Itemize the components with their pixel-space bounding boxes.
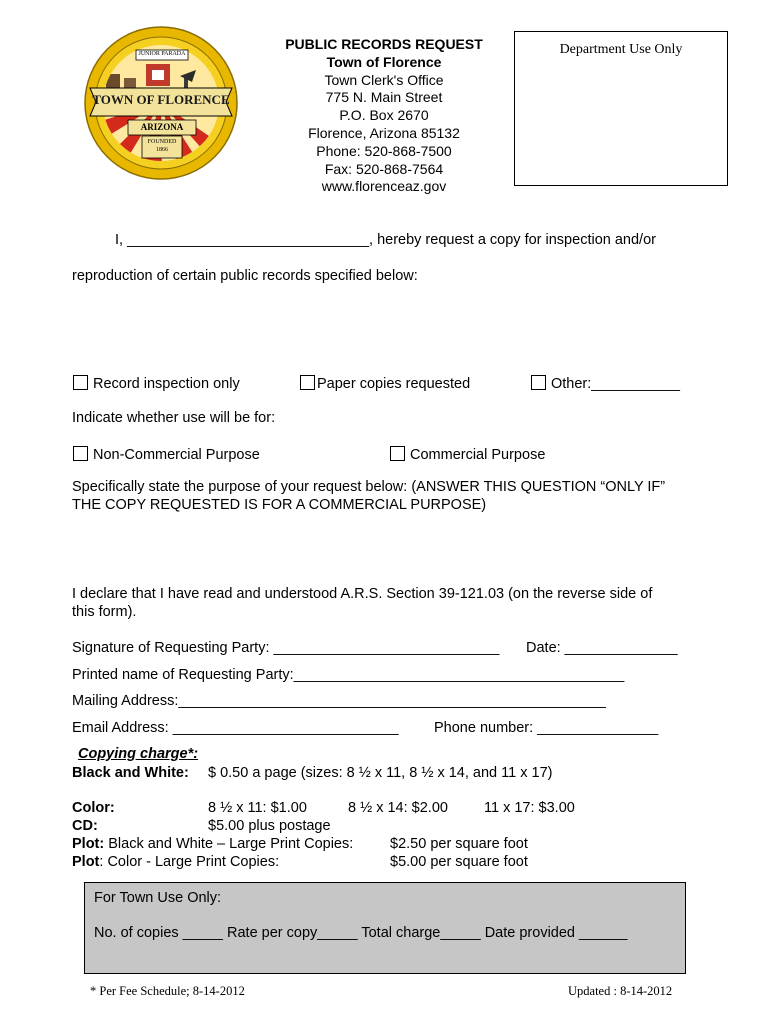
declaration-line-2: this form). — [72, 604, 137, 620]
record-inspection-label: Record inspection only — [93, 376, 240, 392]
signature-field[interactable]: Signature of Requesting Party: ____________________________ — [72, 640, 500, 656]
paper-copies-label: Paper copies requested — [317, 376, 471, 392]
seal-founded-text: FOUNDED 1866 — [147, 139, 177, 153]
cd-value: $5.00 plus postage — [208, 818, 331, 834]
use-prompt: Indicate whether use will be for: — [72, 410, 276, 426]
mailing-address-field[interactable]: Mailing Address:_____________________________________________________ — [72, 693, 606, 709]
footer-fee-schedule: * Per Fee Schedule; 8-14-2012 — [90, 984, 245, 998]
non-commercial-label: Non-Commercial Purpose — [93, 447, 260, 463]
color-price-2: 8 ½ x 14: $2.00 — [348, 800, 448, 816]
bw-value: $ 0.50 a page (sizes: 8 ½ x 11, 8 ½ x 14, and 11 x 17) — [208, 765, 553, 781]
town-use-title: For Town Use Only: — [94, 890, 222, 906]
plot-bw-label: Plot: — [72, 836, 105, 852]
commercial-label: Commercial Purpose — [410, 447, 546, 463]
seal-state-text: ARIZONA — [140, 122, 184, 132]
declaration-line-1: I declare that I have read and understood A.R.S. Section 39-121.03 (on the reverse side of — [72, 586, 653, 602]
option-commercial[interactable] — [390, 446, 545, 463]
option-paper-copies[interactable] — [300, 375, 470, 392]
fax-number: Fax: 520-868-7564 — [324, 160, 444, 177]
seal-top-sign: JUNIOR PARADA — [138, 51, 186, 57]
department-use-box — [514, 31, 728, 186]
color-price-3: 11 x 17: $3.00 — [484, 800, 575, 816]
bw-label: Black and White: — [72, 765, 189, 781]
non-commercial-checkbox[interactable] — [73, 446, 88, 461]
option-other[interactable] — [531, 375, 680, 392]
plot-bw-row — [72, 836, 353, 852]
color-price-1: 8 ½ x 11: $1.00 — [208, 800, 307, 816]
plot-color-value: $5.00 per square foot — [390, 854, 528, 870]
cd-label: CD: — [72, 818, 98, 834]
other-checkbox[interactable] — [531, 375, 546, 390]
town-name: Town of Florence — [326, 53, 442, 70]
record-inspection-checkbox[interactable] — [73, 375, 88, 390]
plot-color-label: Plot — [72, 854, 100, 870]
purpose-line-1: Specifically state the purpose of your request below: (ANSWER THIS QUESTION “ONLY IF” — [72, 479, 666, 495]
footer-updated: Updated : 8-14-2012 — [568, 984, 673, 998]
town-use-box — [84, 882, 686, 974]
po-box: P.O. Box 2670 — [339, 107, 429, 124]
plot-color-desc: : Color - Large Print Copies: — [99, 854, 280, 870]
other-label: Other:___________ — [551, 376, 680, 392]
commercial-checkbox[interactable] — [390, 446, 405, 461]
seal-ribbon-text: TOWN OF FLORENCE — [92, 92, 230, 107]
printed-name-field[interactable]: Printed name of Requesting Party:_________________________________________ — [72, 667, 625, 683]
paper-copies-checkbox[interactable] — [300, 375, 315, 390]
website[interactable]: www.florenceaz.gov — [321, 178, 447, 195]
town-use-fields[interactable]: No. of copies _____ Rate per copy_____ Total charge_____ Date provided ______ — [94, 925, 628, 941]
copying-charge-heading: Copying charge*: — [78, 746, 199, 762]
phone-number: Phone: 520-868-7500 — [316, 142, 452, 159]
city-state-zip: Florence, Arizona 85132 — [308, 124, 460, 141]
department-use-label: Department Use Only — [559, 42, 683, 57]
phone-field[interactable]: Phone number: _______________ — [434, 720, 659, 736]
purpose-line-2: THE COPY REQUESTED IS FOR A COMMERCIAL PURPOSE) — [72, 497, 487, 513]
office-name: Town Clerk's Office — [324, 71, 444, 88]
option-record-inspection[interactable] — [73, 375, 240, 392]
date-field[interactable]: Date: ______________ — [526, 640, 678, 656]
request-line-2: reproduction of certain public records specified below: — [72, 268, 418, 284]
form-title: PUBLIC RECORDS REQUEST — [285, 36, 483, 52]
color-label: Color: — [72, 800, 115, 816]
option-non-commercial[interactable] — [73, 446, 260, 463]
plot-color-row — [72, 854, 279, 870]
email-field[interactable]: Email Address: ____________________________ — [72, 720, 399, 736]
request-line-1[interactable]: I, ______________________________, hereby request a copy for inspection and/or — [115, 232, 656, 248]
plot-bw-desc: Black and White – Large Print Copies: — [104, 836, 354, 852]
town-seal-logo — [84, 26, 238, 180]
plot-bw-value: $2.50 per square foot — [390, 836, 528, 852]
street-address: 775 N. Main Street — [325, 89, 443, 106]
header-block — [262, 36, 506, 196]
